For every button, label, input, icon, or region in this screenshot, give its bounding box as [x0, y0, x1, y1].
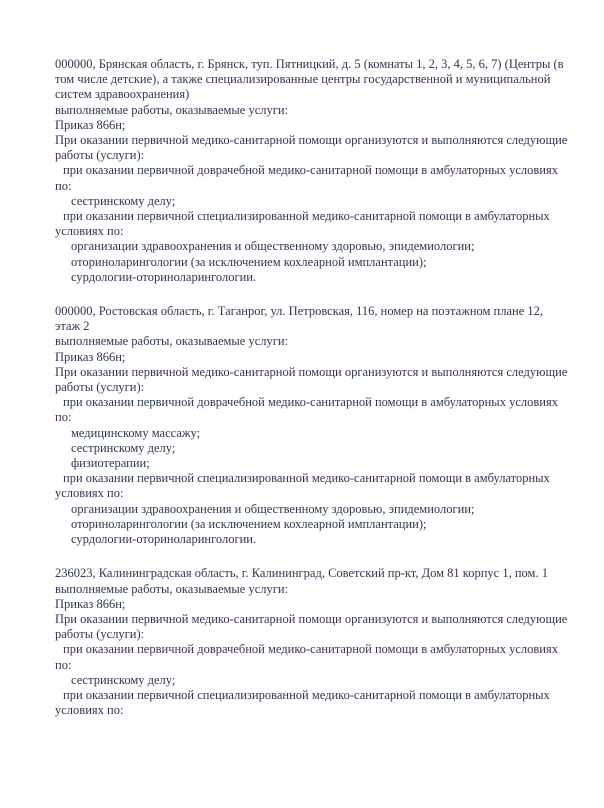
text-line: При оказании первичной медико-санитарной помощи организуются и выполняются следующие [55, 133, 568, 148]
text-line: работы (услуги): [55, 627, 145, 642]
text-line: выполняемые работы, оказываемые услуги: [55, 581, 289, 596]
text-line: работы (услуги): [55, 380, 145, 395]
text-line: по: [55, 657, 72, 672]
text-line: при оказании первичной специализированной медико-санитарной помощи в амбулаторных [63, 471, 550, 486]
text-line: сестринскому делу; [71, 440, 176, 455]
text-line: оториноларингологии (за исключением кохлеарной имплантации); [71, 254, 427, 269]
address-entry-bryansk [55, 57, 592, 285]
text-line: по: [55, 178, 72, 193]
text-line: выполняемые работы, оказываемые услуги: [55, 102, 289, 117]
text-line: При оказании первичной медико-санитарной помощи организуются и выполняются следующие [55, 611, 568, 626]
text-line: 000000, Ростовская область, г. Таганрог, ул. Петровская, 116, номер на поэтажном плане 12, [55, 304, 544, 319]
license-works-services-text [55, 57, 592, 718]
text-line: систем здравоохранения) [55, 87, 190, 102]
text-line: сестринскому делу; [71, 193, 176, 208]
address-entry-taganrog [55, 304, 592, 547]
text-line: по: [55, 410, 72, 425]
text-line: условиях по: [55, 224, 124, 239]
text-line: физиотерапии; [71, 456, 150, 471]
text-line: при оказании первичной доврачебной медико-санитарной помощи в амбулаторных условиях [63, 642, 558, 657]
text-line: при оказании первичной доврачебной медико-санитарной помощи в амбулаторных условиях [63, 395, 558, 410]
text-line: выполняемые работы, оказываемые услуги: [55, 334, 289, 349]
text-line: этаж 2 [55, 319, 90, 334]
text-line: сестринскому делу; [71, 672, 176, 687]
text-line: при оказании первичной доврачебной медико-санитарной помощи в амбулаторных условиях [63, 163, 558, 178]
text-line: работы (услуги): [55, 148, 145, 163]
text-line: медицинскому массажу; [71, 425, 201, 440]
text-line: Приказ 866н; [55, 117, 126, 132]
text-line: условиях по: [55, 703, 124, 718]
text-line: условиях по: [55, 486, 124, 501]
text-line: сурдологии-оториноларингологии. [71, 532, 257, 547]
text-line: Приказ 866н; [55, 349, 126, 364]
text-line: при оказании первичной специализированной медико-санитарной помощи в амбулаторных [63, 209, 550, 224]
text-line: том числе детские), а также специализированные центры государственной и муниципальной [55, 72, 551, 87]
text-line: сурдологии-оториноларингологии. [71, 269, 257, 284]
address-entry-kaliningrad [55, 566, 592, 718]
text-line: Приказ 866н; [55, 596, 126, 611]
text-line: 000000, Брянская область, г. Брянск, туп. Пятницкий, д. 5 (комнаты 1, 2, 3, 4, 5, 6, 7) (Центры (в [55, 57, 564, 71]
text-line: организации здравоохранения и общественному здоровью, эпидемиологии; [71, 501, 475, 516]
text-line: оториноларингологии (за исключением кохлеарной имплантации); [71, 516, 427, 531]
text-line: 236023, Калининградская область, г. Калининград, Советский пр-кт, Дом 81 корпус 1, пом. 1 [55, 566, 548, 581]
text-line: организации здравоохранения и общественному здоровью, эпидемиологии; [71, 239, 475, 254]
text-line: При оказании первичной медико-санитарной помощи организуются и выполняются следующие [55, 364, 568, 379]
text-line: при оказании первичной специализированной медико-санитарной помощи в амбулаторных [63, 687, 550, 702]
